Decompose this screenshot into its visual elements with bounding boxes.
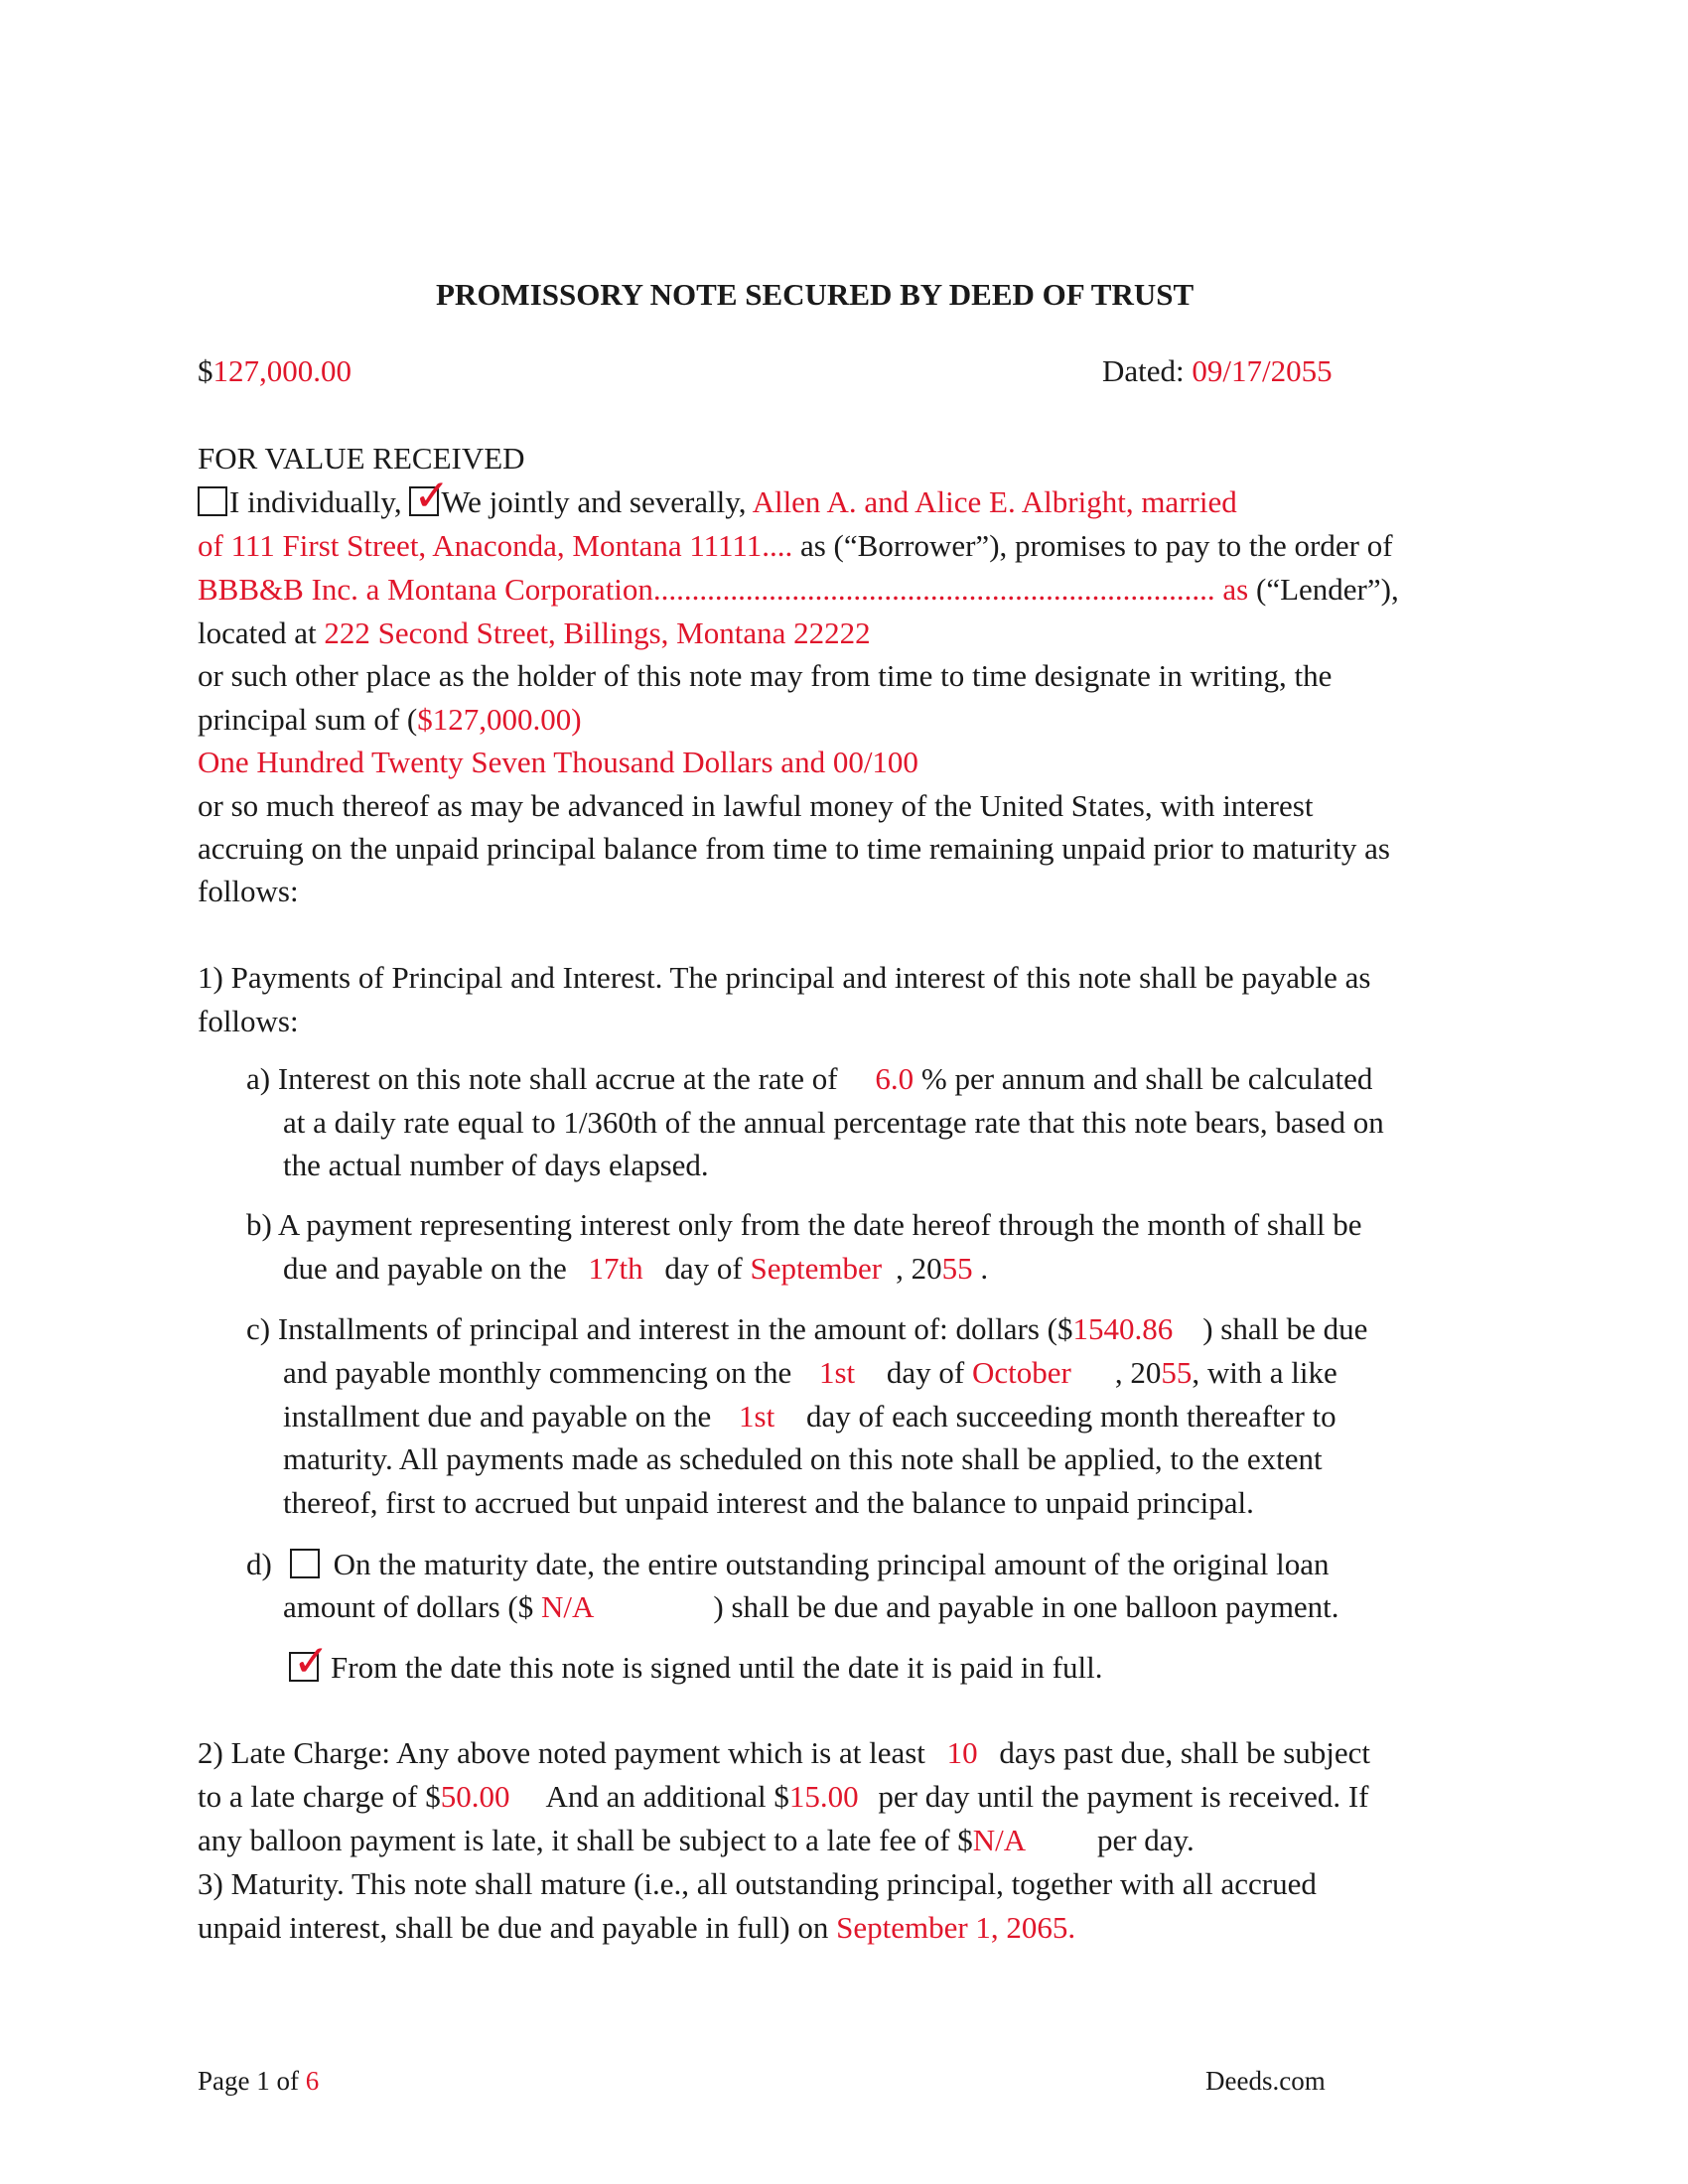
paragraph-line: or such other place as the holder of this note may from time to time designate in writing, the — [198, 658, 1333, 693]
note-amount — [198, 355, 352, 386]
borrower-address: of 111 First Street, Anaconda, Montana 11111.... — [198, 528, 793, 563]
clause-c — [246, 1313, 1367, 1344]
late-fee: 50.00 — [440, 1779, 510, 1814]
clause-c-pre: c) Installments of principal and interest in the amount of: dollars ($ — [246, 1311, 1073, 1346]
interest-day: 17th — [588, 1251, 643, 1286]
clause-a-post: % per annum and shall be calculated — [920, 1061, 1373, 1096]
jointly-label: We jointly and severally, — [441, 484, 747, 519]
clause-b-year-prefix: , 20 — [896, 1251, 942, 1286]
maturity-line — [198, 1912, 1075, 1943]
clause-a-line: at a daily rate equal to 1/360th of the annual percentage rate that this note bears, based on — [283, 1105, 1384, 1140]
clause-c2-year-prefix: , 20 — [1114, 1355, 1162, 1390]
principal-words: One Hundred Twenty Seven Thousand Dollars and 00/100 — [198, 745, 918, 779]
late-daily-fee: 15.00 — [788, 1779, 859, 1814]
clause-b-line — [283, 1253, 988, 1284]
late-charge — [198, 1737, 1370, 1768]
clause-d-label: d) — [246, 1547, 272, 1581]
borrower-address-line — [198, 530, 1393, 561]
clause-a — [246, 1063, 1372, 1094]
clause-c-line: maturity. All payments made as scheduled on this note shall be applied, to the extent — [283, 1441, 1323, 1476]
maturity-date: September 1, 2065. — [836, 1910, 1076, 1945]
principal-label: principal sum of ( — [198, 702, 418, 737]
clause-c3-pre: installment due and payable on the — [283, 1399, 712, 1433]
clause-c-line: thereof, first to accrued but unpaid interest and the balance to unpaid principal. — [283, 1485, 1254, 1520]
commence-year: 55 — [1161, 1355, 1193, 1390]
lender-tail: (“Lender”), — [1256, 572, 1399, 607]
clause-c-line — [283, 1357, 1337, 1388]
section-1-heading: 1) Payments of Principal and Interest. The principal and interest of this note shall be payable as — [198, 960, 1371, 995]
individually-label: I individually, — [229, 484, 402, 519]
late2-post: per day until the payment is received. If — [878, 1779, 1369, 1814]
paragraph-line: accruing on the unpaid principal balance from time to time remaining unpaid prior to maturity as — [198, 831, 1390, 866]
dated — [1102, 355, 1333, 386]
interest-rate: 6.0 — [875, 1061, 914, 1096]
document-title: PROMISSORY NOTE SECURED BY DEED OF TRUST — [436, 277, 1195, 312]
located-line — [198, 617, 871, 648]
footer-page-label: Page 1 of — [198, 2066, 299, 2096]
late-pre: 2) Late Charge: Any above noted payment which is at least — [198, 1735, 925, 1770]
late2-pre: to a late charge of $ — [198, 1779, 441, 1814]
late-charge-line — [198, 1825, 1195, 1855]
clause-d2-pre: amount of dollars ($ — [283, 1589, 534, 1624]
borrower-tail: as (“Borrower”), promises to pay to the order of — [799, 528, 1393, 563]
interest-month: September — [750, 1251, 883, 1286]
maturity-pre: unpaid interest, shall be due and payable in full) on — [198, 1910, 829, 1945]
clause-c-line — [283, 1401, 1336, 1432]
balloon-late-fee: N/A — [972, 1823, 1027, 1857]
clause-c-post: ) shall be due — [1202, 1311, 1368, 1346]
interest-year: 55 — [941, 1251, 973, 1286]
individually-checkbox[interactable] — [198, 486, 227, 516]
clause-b-end: . — [980, 1251, 989, 1286]
lender-as: as — [1222, 572, 1249, 607]
commence-day: 1st — [818, 1355, 856, 1390]
footer-page-number — [198, 2068, 319, 2095]
clause-d-line — [283, 1591, 1339, 1622]
paragraph-line: or so much thereof as may be advanced in lawful money of the United States, with interest — [198, 788, 1314, 823]
balloon-checkbox[interactable] — [290, 1549, 320, 1578]
late-charge-line — [198, 1781, 1369, 1812]
clause-d-text: On the maturity date, the entire outstanding principal amount of the original loan — [333, 1547, 1330, 1581]
clause-c2-post: , with a like — [1192, 1355, 1337, 1390]
dated-label: Dated: — [1102, 353, 1185, 388]
clause-b: b) A payment representing interest only from the date hereof through the month of shall be — [246, 1207, 1362, 1242]
clause-d2-post: ) shall be due and payable in one balloon payment. — [713, 1589, 1339, 1624]
borrower-line — [198, 471, 1237, 521]
lender-line — [198, 574, 1399, 605]
lender-name: BBB&B Inc. a Montana Corporation......................................................................... — [198, 572, 1215, 607]
balloon-amount: N/A — [541, 1589, 595, 1624]
section-1-line: follows: — [198, 1004, 299, 1038]
late3-pre: any balloon payment is late, it shall be subject to a late fee of $ — [198, 1823, 973, 1857]
principal-value: $127,000.00) — [417, 702, 582, 737]
clause-b-dayof: day of — [664, 1251, 743, 1286]
located-value: 222 Second Street, Billings, Montana 22222 — [324, 615, 871, 650]
footer-page-total: 6 — [305, 2066, 320, 2096]
maturity: 3) Maturity. This note shall mature (i.e., all outstanding principal, together with all accrued — [198, 1866, 1317, 1901]
clause-a-line: the actual number of days elapsed. — [283, 1148, 709, 1182]
clause-c3-post: day of each succeeding month thereafter to — [805, 1399, 1336, 1433]
full-term-checkbox[interactable] — [289, 1636, 330, 1687]
clause-d — [246, 1549, 1330, 1579]
located-label: located at — [198, 615, 317, 650]
checkmark-icon: ✓ — [413, 471, 451, 521]
clause-d-option-2-text: From the date this note is signed until the date it is paid in full. — [331, 1650, 1103, 1685]
jointly-checkbox[interactable] — [409, 471, 451, 521]
footer-site: Deeds.com — [1205, 2066, 1326, 2096]
clause-d-option-2 — [289, 1636, 1103, 1687]
late-days: 10 — [946, 1735, 978, 1770]
clause-b-pre: due and payable on the — [283, 1251, 567, 1286]
borrower-names: Allen A. and Alice E. Albright, married — [752, 484, 1237, 519]
dated-value: 09/17/2055 — [1192, 353, 1333, 388]
checkmark-icon: ✓ — [293, 1636, 330, 1687]
amount-value: 127,000.00 — [212, 353, 352, 388]
clause-c2-pre: and payable monthly commencing on the — [283, 1355, 792, 1390]
late2-mid: And an additional $ — [545, 1779, 789, 1814]
late-post: days past due, shall be subject — [999, 1735, 1371, 1770]
paragraph-line: follows: — [198, 874, 299, 908]
clause-c2-dayof: day of — [886, 1355, 965, 1390]
principal-line — [198, 704, 582, 735]
for-value-received: FOR VALUE RECEIVED — [198, 441, 525, 476]
clause-a-pre: a) Interest on this note shall accrue at the rate of — [246, 1061, 838, 1096]
commence-month: October — [972, 1355, 1071, 1390]
late3-post: per day. — [1096, 1823, 1195, 1857]
amount-prefix: $ — [198, 353, 213, 388]
installment-day: 1st — [739, 1399, 775, 1433]
installment-amount: 1540.86 — [1072, 1311, 1174, 1346]
